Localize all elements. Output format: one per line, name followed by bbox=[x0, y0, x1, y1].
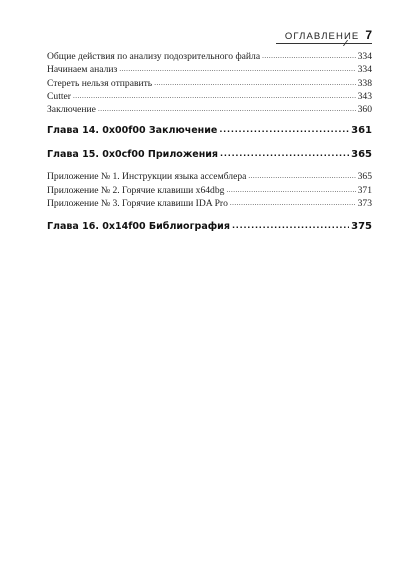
dot-leader bbox=[154, 76, 355, 90]
chapter-page: 375 bbox=[351, 221, 372, 233]
chapter-title: Глава 14. 0x00f00 Заключение bbox=[47, 125, 218, 137]
toc-entry-page: 373 bbox=[357, 198, 372, 210]
dot-leader bbox=[232, 219, 349, 233]
chapter-title: Глава 16. 0x14f00 Библиография bbox=[47, 221, 230, 233]
toc-entry bbox=[47, 77, 372, 90]
toc-entry bbox=[47, 103, 372, 116]
toc-entry-label: Заключение bbox=[47, 104, 96, 116]
chapter-page: 365 bbox=[351, 149, 372, 161]
toc-chapter-16 bbox=[47, 220, 372, 234]
toc-entry-label: Приложение № 3. Горячие клавиши IDA Pro bbox=[47, 198, 228, 210]
dot-leader bbox=[219, 123, 349, 137]
toc-entry bbox=[47, 50, 372, 63]
header-rule bbox=[276, 43, 372, 44]
page-number: 7 bbox=[365, 28, 372, 42]
dot-leader bbox=[230, 196, 356, 210]
toc-entry-label: Общие действия по анализу подозрительного файла bbox=[47, 51, 261, 62]
toc-entry-page: 338 bbox=[357, 77, 372, 89]
toc-entry-label: Cutter bbox=[47, 90, 71, 102]
toc-entry-page: 343 bbox=[357, 90, 372, 102]
toc-chapter-14 bbox=[47, 124, 372, 138]
dot-leader bbox=[98, 102, 356, 116]
dot-leader bbox=[262, 49, 356, 63]
toc-entry-page: 334 bbox=[357, 64, 372, 76]
toc-entry bbox=[47, 197, 372, 210]
toc-entry-label: Приложение № 2. Горячие клавиши x64dbg bbox=[47, 184, 225, 196]
toc-entry-page: 334 bbox=[357, 51, 372, 62]
toc-entry bbox=[47, 170, 372, 183]
dot-leader bbox=[248, 169, 355, 183]
page-header bbox=[40, 28, 372, 44]
toc-chapter-15 bbox=[47, 148, 372, 162]
toc-entry-page: 371 bbox=[357, 184, 372, 196]
toc-entry bbox=[47, 63, 372, 76]
dot-leader bbox=[73, 89, 356, 103]
header-text bbox=[285, 28, 372, 42]
dot-leader bbox=[220, 147, 349, 161]
table-of-contents bbox=[47, 50, 372, 234]
toc-entry bbox=[47, 90, 372, 103]
toc-entry-label: Приложение № 1. Инструкции языка ассемблера bbox=[47, 171, 247, 183]
toc-entry-label: Начинаем анализ bbox=[47, 64, 118, 76]
toc-entry-label: Стереть нельзя отправить bbox=[47, 77, 153, 89]
toc-entry-page: 365 bbox=[357, 171, 372, 183]
toc-entry-page: 360 bbox=[357, 104, 372, 116]
chapter-page: 361 bbox=[351, 125, 372, 137]
dot-leader bbox=[119, 62, 355, 76]
running-title: ОГЛАВЛЕНИЕ bbox=[284, 31, 360, 42]
chapter-title: Глава 15. 0x0cf00 Приложения bbox=[47, 149, 219, 161]
toc-entry bbox=[47, 184, 372, 197]
dot-leader bbox=[226, 183, 355, 197]
